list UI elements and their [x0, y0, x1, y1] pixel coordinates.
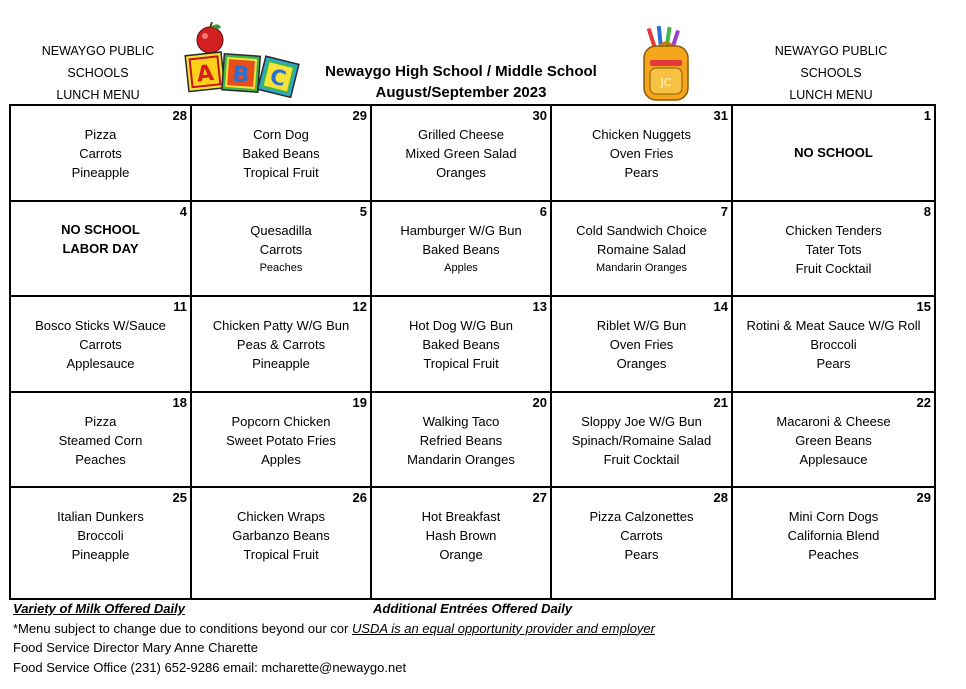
menu-item: Peas & Carrots [236, 337, 326, 352]
day-number: 14 [713, 299, 728, 314]
menu-item: Italian Dunkers [57, 509, 144, 524]
menu-item: Applesauce [66, 356, 135, 371]
district-label-right [756, 40, 906, 106]
menu-item: Carrots [79, 337, 122, 352]
menu-item: Steamed Corn [58, 433, 143, 448]
menu-item: Chicken Tenders [785, 223, 882, 238]
menu-item: Grilled Cheese [418, 127, 504, 142]
menu-item: Hot Dog W/G Bun [408, 318, 514, 333]
district-line-2: SCHOOLS [67, 66, 129, 80]
menu-footer [13, 599, 655, 677]
menu-item: Pears [624, 547, 659, 562]
backpack-icon [636, 24, 696, 104]
menu-item: Baked Beans [242, 146, 320, 161]
menu-item: Oranges [436, 165, 486, 180]
day-cell [371, 487, 551, 599]
backpack-letters: JC [660, 76, 672, 89]
menu-item: Pineapple [71, 165, 130, 180]
day-cell [732, 487, 935, 599]
day-number: 31 [713, 108, 728, 123]
director-line: Food Service Director Mary Anne Charette [13, 640, 258, 655]
usda-statement: USDA is an equal opportunity provider and employer [351, 620, 655, 636]
day-number: 19 [352, 395, 367, 410]
entrees-note: Additional Entrées Offered Daily [373, 601, 573, 616]
day-cell [732, 392, 935, 487]
day-number: 4 [179, 204, 187, 219]
day-cell [551, 201, 732, 296]
menu-item: Garbanzo Beans [232, 528, 330, 543]
menu-item: Pineapple [252, 356, 310, 371]
menu-item: Corn Dog [253, 127, 309, 142]
day-number: 11 [173, 299, 187, 314]
day-number: 30 [532, 108, 547, 123]
day-cell [10, 296, 191, 392]
menu-item: Refried Beans [419, 433, 503, 448]
menu-item: Broccoli [77, 528, 124, 543]
day-cell [551, 392, 732, 487]
menu-item: Spinach/Romaine Salad [571, 433, 712, 448]
apple-icon [197, 22, 223, 53]
day-cell [732, 105, 935, 201]
district-line-1: NEWAYGO PUBLIC [774, 44, 888, 58]
block-letter-b: B [231, 62, 251, 89]
menu-item: Pears [816, 356, 851, 371]
day-cell [191, 105, 371, 201]
district-line-2: SCHOOLS [800, 66, 862, 80]
menu-item: Tater Tots [805, 242, 862, 257]
school-title: Newaygo High School / Middle School [325, 63, 597, 80]
day-cell [10, 201, 191, 296]
menu-item: Carrots [259, 242, 303, 257]
menu-item: Tropical Fruit [243, 547, 319, 562]
day-number: 15 [916, 299, 931, 314]
menu-item: Sloppy Joe W/G Bun [581, 414, 702, 429]
week-row [10, 487, 935, 599]
menu-item: Carrots [620, 528, 663, 543]
day-number: 29 [352, 108, 367, 123]
menu-item: Pizza Calzonettes [589, 509, 694, 524]
district-line-3: LUNCH MENU [56, 88, 140, 102]
day-cell [551, 487, 732, 599]
day-number: 28 [713, 490, 728, 505]
menu-item: Tropical Fruit [423, 356, 499, 371]
day-number: 18 [172, 395, 187, 410]
menu-item: Mini Corn Dogs [788, 509, 879, 524]
office-contact-line: Food Service Office (231) 652-9286 email: mcharette@newaygo.net [13, 659, 407, 675]
day-number: 21 [713, 395, 728, 410]
menu-item: Fruit Cocktail [795, 261, 872, 276]
change-disclaimer: *Menu subject to change due to conditions beyond our cor [13, 620, 349, 636]
menu-item: Oven Fries [609, 337, 674, 352]
week-row [10, 296, 935, 392]
menu-item: Apples [444, 262, 478, 274]
menu-item: Chicken Wraps [237, 509, 325, 524]
week-row [10, 392, 935, 487]
day-number: 20 [532, 395, 547, 410]
day-number: 25 [172, 490, 187, 505]
menu-item: Apples [261, 452, 301, 467]
menu-item: Broccoli [810, 337, 857, 352]
day-cell [371, 105, 551, 201]
milk-note: Variety of Milk Offered Daily [13, 601, 185, 616]
day-cell [732, 296, 935, 392]
day-cell [732, 201, 935, 296]
menu-item: Mandarin Oranges [407, 452, 515, 467]
day-number: 6 [539, 204, 547, 219]
day-number: 27 [532, 490, 547, 505]
block-letter-a: A [195, 60, 216, 88]
menu-item: Popcorn Chicken [231, 414, 331, 429]
menu-heading [300, 61, 622, 103]
day-number: 26 [352, 490, 367, 505]
day-number: 13 [532, 299, 547, 314]
day-cell [191, 392, 371, 487]
day-cell [191, 201, 371, 296]
no-school-notice: NO SCHOOL [794, 145, 873, 160]
menu-item: Pizza [84, 414, 117, 429]
disclaimer-line [13, 619, 655, 639]
day-number: 29 [916, 490, 931, 505]
menu-item: Macaroni & Cheese [776, 414, 891, 429]
day-cell [10, 105, 191, 201]
menu-item: Tropical Fruit [243, 165, 319, 180]
lunch-menu-calendar [9, 104, 936, 600]
menu-item: Peaches [808, 547, 859, 562]
menu-item: Carrots [79, 146, 122, 161]
menu-item: Baked Beans [422, 337, 500, 352]
menu-item: Riblet W/G Bun [596, 318, 687, 333]
day-number: 28 [172, 108, 187, 123]
week-row [10, 105, 935, 201]
menu-item: Fruit Cocktail [603, 452, 680, 467]
menu-item: Baked Beans [422, 242, 500, 257]
day-number: 22 [916, 395, 931, 410]
day-number: 8 [923, 204, 931, 219]
district-line-1: NEWAYGO PUBLIC [41, 44, 155, 58]
menu-item: Orange [439, 547, 483, 562]
menu-item: Chicken Patty W/G Bun [212, 318, 350, 333]
day-number: 12 [352, 299, 367, 314]
menu-item: Hash Brown [425, 528, 497, 543]
day-cell [371, 392, 551, 487]
menu-item: Sweet Potato Fries [226, 433, 336, 448]
week-row [10, 201, 935, 296]
day-cell [551, 105, 732, 201]
menu-item: Peaches [75, 452, 126, 467]
menu-item: Cold Sandwich Choice [576, 223, 707, 238]
day-cell [371, 201, 551, 296]
day-cell [10, 487, 191, 599]
block-letter-c: C [267, 64, 289, 92]
district-line-3: LUNCH MENU [789, 88, 873, 102]
menu-item: Pears [624, 165, 659, 180]
menu-item: Mandarin Oranges [595, 262, 688, 274]
menu-item: Peaches [259, 262, 303, 274]
menu-item: Oven Fries [609, 146, 674, 161]
month-title: August/September 2023 [375, 84, 547, 101]
day-cell [551, 296, 732, 392]
menu-item: Chicken Nuggets [592, 127, 691, 142]
menu-item: Hamburger W/G Bun [400, 223, 522, 238]
day-cell [191, 296, 371, 392]
menu-item: Hot Breakfast [421, 509, 501, 524]
menu-item: Rotini & Meat Sauce W/G Roll [746, 318, 921, 333]
menu-item: Bosco Sticks W/Sauce [35, 318, 166, 333]
menu-item: California Blend [787, 528, 880, 543]
day-cell [371, 296, 551, 392]
menu-item: Pizza [84, 127, 117, 142]
day-cell [191, 487, 371, 599]
menu-item: Green Beans [795, 433, 872, 448]
no-school-notice: NO SCHOOL [61, 222, 140, 237]
menu-item: Oranges [616, 356, 667, 371]
day-number: 5 [359, 204, 367, 219]
menu-item: Applesauce [799, 452, 868, 467]
menu-item: Pineapple [71, 547, 130, 562]
district-label-left [23, 40, 173, 106]
day-cell [10, 392, 191, 487]
menu-item: Mixed Green Salad [405, 146, 517, 161]
day-number: 7 [720, 204, 728, 219]
day-number: 1 [923, 108, 931, 123]
abc-blocks-apple-logo [183, 22, 301, 102]
holiday-name: LABOR DAY [62, 241, 139, 256]
menu-item: Romaine Salad [597, 242, 686, 257]
menu-item: Walking Taco [422, 414, 500, 429]
menu-item: Quesadilla [250, 223, 312, 238]
